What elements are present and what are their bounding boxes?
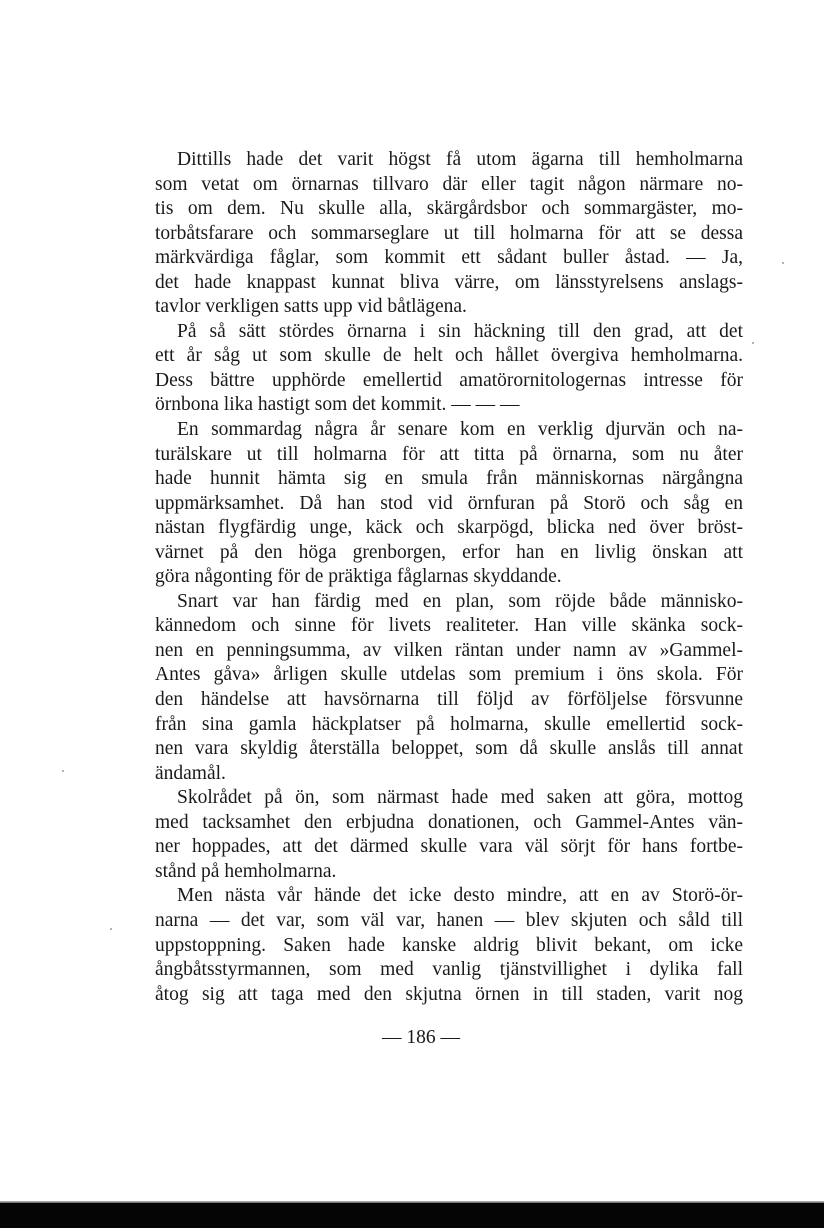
text-line: narna — det var, som väl var, hanen — blev skjuten och såld till <box>155 909 743 931</box>
paragraph-6 <box>155 884 743 1007</box>
scan-speck <box>110 928 112 930</box>
text-line: nästan flygfärdig unge, käck och skarpögd, blicka ned över bröst- <box>155 517 743 539</box>
paragraph-1 <box>155 148 743 320</box>
text-line: från sina gamla häckplatser på holmarna, skulle emellertid sock- <box>155 713 743 735</box>
text-line: Snart var han färdig med en plan, som röjde både människo- <box>177 590 743 612</box>
text-line: tavlor verkligen satts upp vid båtlägena. <box>155 296 467 318</box>
body-text <box>155 148 743 1007</box>
scan-speck <box>782 262 784 264</box>
text-line: Skolrådet på ön, som närmast hade med saken att göra, mottog <box>177 787 743 809</box>
scan-speck <box>62 770 64 772</box>
text-line: ändamål. <box>155 762 226 784</box>
text-line: tis om dem. Nu skulle alla, skärgårdsbor och sommargäster, mo- <box>155 198 743 220</box>
text-line: torbåtsfarare och sommarseglare ut till holmarna för att se dessa <box>155 222 743 244</box>
text-line: Dess bättre upphörde emellertid amatörornitologernas intresse för <box>155 369 743 391</box>
text-line: Men nästa vår hände det icke desto mindre, att en av Storö-ör- <box>177 885 743 907</box>
text-line: som vetat om örnarnas tillvaro där eller tagit någon närmare no- <box>155 173 743 195</box>
text-line: uppmärksamhet. Då han stod vid örnfuran på Storö och såg en <box>155 492 743 514</box>
text-line: Antes gåva» årligen skulle utdelas som premium i öns skola. För <box>155 664 743 686</box>
text-line: ångbåtsstyrmannen, som med vanlig tjänstvillighet i dylika fall <box>155 959 743 981</box>
text-line: En sommardag några år senare kom en verklig djurvän och na- <box>177 419 743 441</box>
page-number: — 186 — <box>382 1027 460 1048</box>
text-line: nen en penningsumma, av vilken räntan under namn av »Gammel- <box>155 639 743 661</box>
text-line: den händelse att havsörnarna till följd av förföljelse försvunne <box>155 689 743 711</box>
text-line: Dittills hade det varit högst få utom ägarna till hemholmarna <box>177 149 743 170</box>
text-line: turälskare ut till holmarna för att titta på örnarna, som nu åter <box>155 443 743 465</box>
text-line: värnet på den höga grenborgen, erfor han en livlig önskan att <box>155 541 743 563</box>
text-line: märkvärdiga fåglar, som kommit ett sådant buller åstad. — Ja, <box>155 247 743 269</box>
text-line: hade hunnit hämta sig en smula från människornas närgångna <box>155 468 743 490</box>
text-line: med tacksamhet den erbjudna donationen, och Gammel-Antes vän- <box>155 811 743 833</box>
text-line: det hade knappast kunnat bliva värre, om länsstyrelsens anslags- <box>155 271 743 293</box>
text-line: ett år såg ut som skulle de helt och hållet övergiva hemholmarna. <box>155 345 743 367</box>
paragraph-2 <box>155 320 743 418</box>
text-line: På så sätt stördes örnarna i sin häckning till den grad, att det <box>177 320 743 342</box>
text-line: stånd på hemholmarna. <box>155 860 337 882</box>
text-line: uppstoppning. Saken hade kanske aldrig blivit bekant, om icke <box>155 934 743 956</box>
paragraph-3 <box>155 418 743 590</box>
text-line: nen vara skyldig återställa beloppet, som då skulle anslås till annat <box>155 738 743 760</box>
text-line: göra någonting för de präktiga fåglarnas skyddande. <box>155 566 562 588</box>
scan-border-bottom <box>0 1203 824 1228</box>
text-line: åtog sig att taga med den skjutna örnen in till staden, varit nog <box>155 983 743 1005</box>
paragraph-4 <box>155 590 743 786</box>
scan-speck <box>752 342 754 344</box>
paragraph-5 <box>155 786 743 884</box>
text-line: kännedom och sinne för livets realiteter. Han ville skänka sock- <box>155 615 743 637</box>
text-line: örnbona lika hastigt som det kommit. — — — <box>155 394 520 416</box>
text-line: ner hoppades, att det därmed skulle vara väl sörjt för hans fortbe- <box>155 836 743 858</box>
